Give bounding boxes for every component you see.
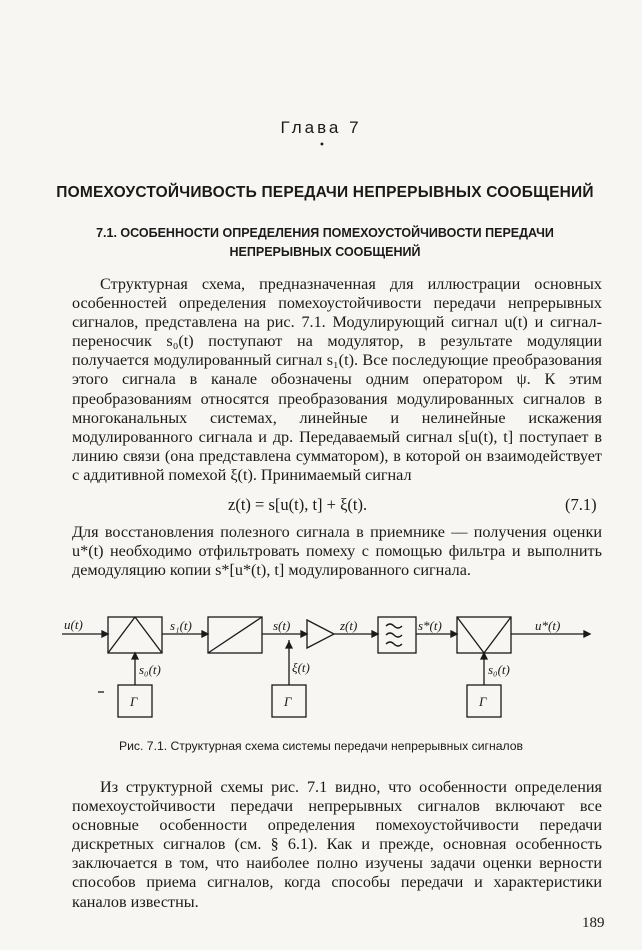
figure-caption: Рис. 7.1. Структурная схема системы передачи непрерывных сигналов [118, 739, 523, 753]
block-diagram [0, 600, 642, 730]
chapter-title: ПОМЕХОУСТОЙЧИВОСТЬ ПЕРЕДАЧИ НЕПРЕРЫВНЫХ СООБЩЕНИЙ [56, 184, 594, 201]
formula-7-1: z(t) = s[u(t), t] + ξ(t). [228, 495, 368, 514]
arrow-icon [102, 631, 108, 637]
label-sstar: s*(t) [418, 618, 442, 633]
gen-label-right: Г [479, 694, 487, 709]
label-s: s(t) [273, 618, 291, 633]
formula-number: (7.1) [565, 495, 597, 514]
label-xi: ξ(t) [292, 660, 310, 675]
label-s0-left: s₀(t) [139, 662, 161, 677]
modulator-mark [108, 617, 135, 653]
demodulator-block [457, 617, 511, 653]
modulator-block [108, 617, 162, 653]
chapter-ornament: • [319, 140, 325, 151]
summator-block [307, 620, 334, 648]
label-z: z(t) [340, 618, 358, 633]
chapter-heading: Глава 7 [280, 118, 362, 137]
label-ustar: u*(t) [535, 618, 561, 633]
label-s1: s₁(t) [170, 618, 192, 633]
label-s0-right: s₀(t) [488, 662, 510, 677]
gen-label-noise: Г [284, 694, 292, 709]
paragraph-recovery: Для восстановления полезного сигнала в приемнике — получения оценки u*(t) необходимо отфильтровать помеху с помощью фильтра и выполнить демодуляцию копии s*[u*(t), t] модулированного сигнала. [72, 523, 602, 580]
gen-label-left: Г [130, 694, 138, 709]
label-u: u(t) [64, 617, 83, 632]
section-heading: 7.1. ОСОБЕННОСТИ ОПРЕДЕЛЕНИЯ ПОМЕХОУСТОЙЧИВОСТИ ПЕРЕДАЧИ НЕПРЕРЫВНЫХ СООБЩЕНИЙ [96, 226, 554, 259]
paragraph-intro: Структурная схема, предназначенная для иллюстрации основных особенностей определения помехоустойчивости передачи непрерывных сигналов, представлена на рис. 7.1. Модулирующий сигнал u(t) и сигнал-переносчик s₀(t) поступают на модулятор, в результате модуляции получается модулированный сигнал s₁(t). Все последующие преобразования этого сигнала в канале обозначены одним оператором ψ. К этим преобразованиям относятся преобразования модулированных сигналов в многоканальных системах, линейные и нелинейные искажения модулированного сигнала и др. Передаваемый сигнал s[u(t), t] поступает в линию связи (она представлена сумматором), в которой он взаимодействует с аддитивной помехой ξ(t). Принимаемый сигнал [72, 275, 602, 484]
paragraph-conclusion: Из структурной схемы рис. 7.1 видно, что особенности определения помехоустойчивости передачи непрерывных сигналов включают все основные особенности определения помехоустойчивости передачи дискретных сигналов (см. § 6.1). Как и прежде, основная особенность заключается в том, что наиболее полно изучены задачи оценки верности способов приема сигналов, когда способы передачи и характеристики каналов известны. [72, 778, 602, 911]
page-number: 189 [582, 915, 605, 931]
filter-block [378, 617, 416, 653]
filter-icon [386, 624, 402, 646]
